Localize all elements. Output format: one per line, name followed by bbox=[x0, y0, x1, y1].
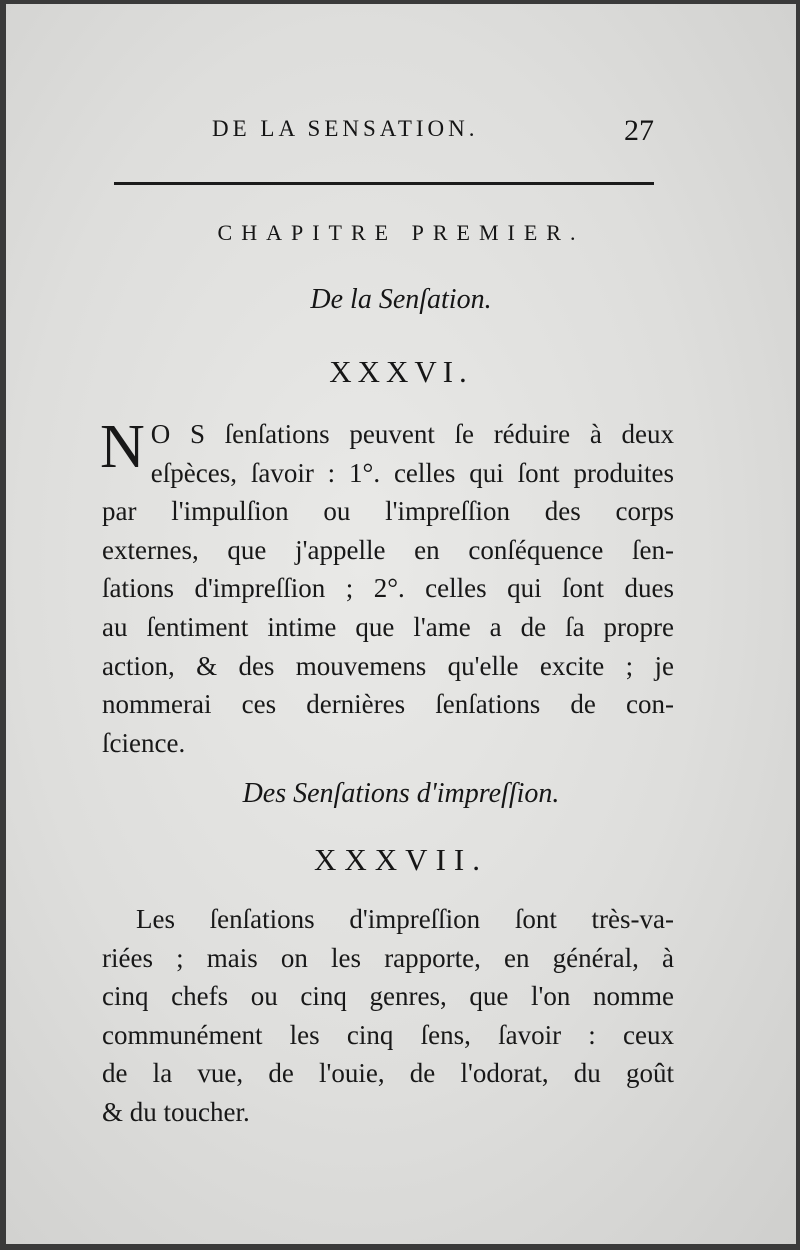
paragraph-37 bbox=[102, 900, 674, 1132]
paragraph-line: au ſentiment intime que l'ame a de ſa propre bbox=[102, 611, 674, 642]
paragraph-line: riées ; mais on les rapporte, en général, à bbox=[102, 942, 674, 973]
paragraph-line: par l'impulſion ou l'impreſſion des corps bbox=[102, 496, 674, 527]
section-subtitle: Des Senſations d'impreſſion. bbox=[242, 778, 560, 809]
paragraph-line: & du toucher. bbox=[102, 1096, 250, 1127]
paragraph-line: ſations d'impreſſion ; 2°. celles qui ſont dues bbox=[102, 573, 674, 604]
paragraph-line: communément les cinq ſens, ſavoir : ceux bbox=[102, 1019, 674, 1050]
paragraph-line: cinq chefs ou cinq genres, que l'on nomme bbox=[102, 981, 674, 1012]
paragraph-36 bbox=[102, 415, 674, 762]
paragraph-line: nommerai ces dernières ſenſations de con- bbox=[102, 689, 674, 720]
section-number-37: XXXVII. bbox=[314, 842, 488, 877]
paragraph-line: eſpèces, ſavoir : 1°. celles qui ſont produites bbox=[150, 457, 674, 488]
paragraph-line: de la vue, de l'ouie, de l'odorat, du goût bbox=[102, 1058, 674, 1089]
paragraph-line: ſcience. bbox=[102, 727, 186, 758]
paragraph-line: O S ſenſations peuvent ſe réduire à deux bbox=[150, 419, 674, 449]
page-header bbox=[6, 112, 796, 152]
paragraph-line: action, & des mouvemens qu'elle excite ; je bbox=[102, 650, 674, 681]
running-title: DE LA SENSATION. bbox=[212, 116, 479, 141]
header-rule bbox=[114, 182, 654, 185]
page-number: 27 bbox=[624, 114, 654, 147]
chapter-title: CHAPITRE PREMIER. bbox=[217, 220, 585, 245]
book-page bbox=[6, 4, 796, 1244]
chapter-subtitle: De la Senſation. bbox=[310, 284, 492, 315]
paragraph-line: Les ſenſations d'impreſſion ſont très-va- bbox=[136, 904, 674, 934]
paragraph-line: externes, que j'appelle en conſéquence ſen- bbox=[102, 534, 674, 565]
section-number-36: XXXVI. bbox=[329, 354, 473, 389]
drop-cap: N bbox=[100, 413, 145, 481]
